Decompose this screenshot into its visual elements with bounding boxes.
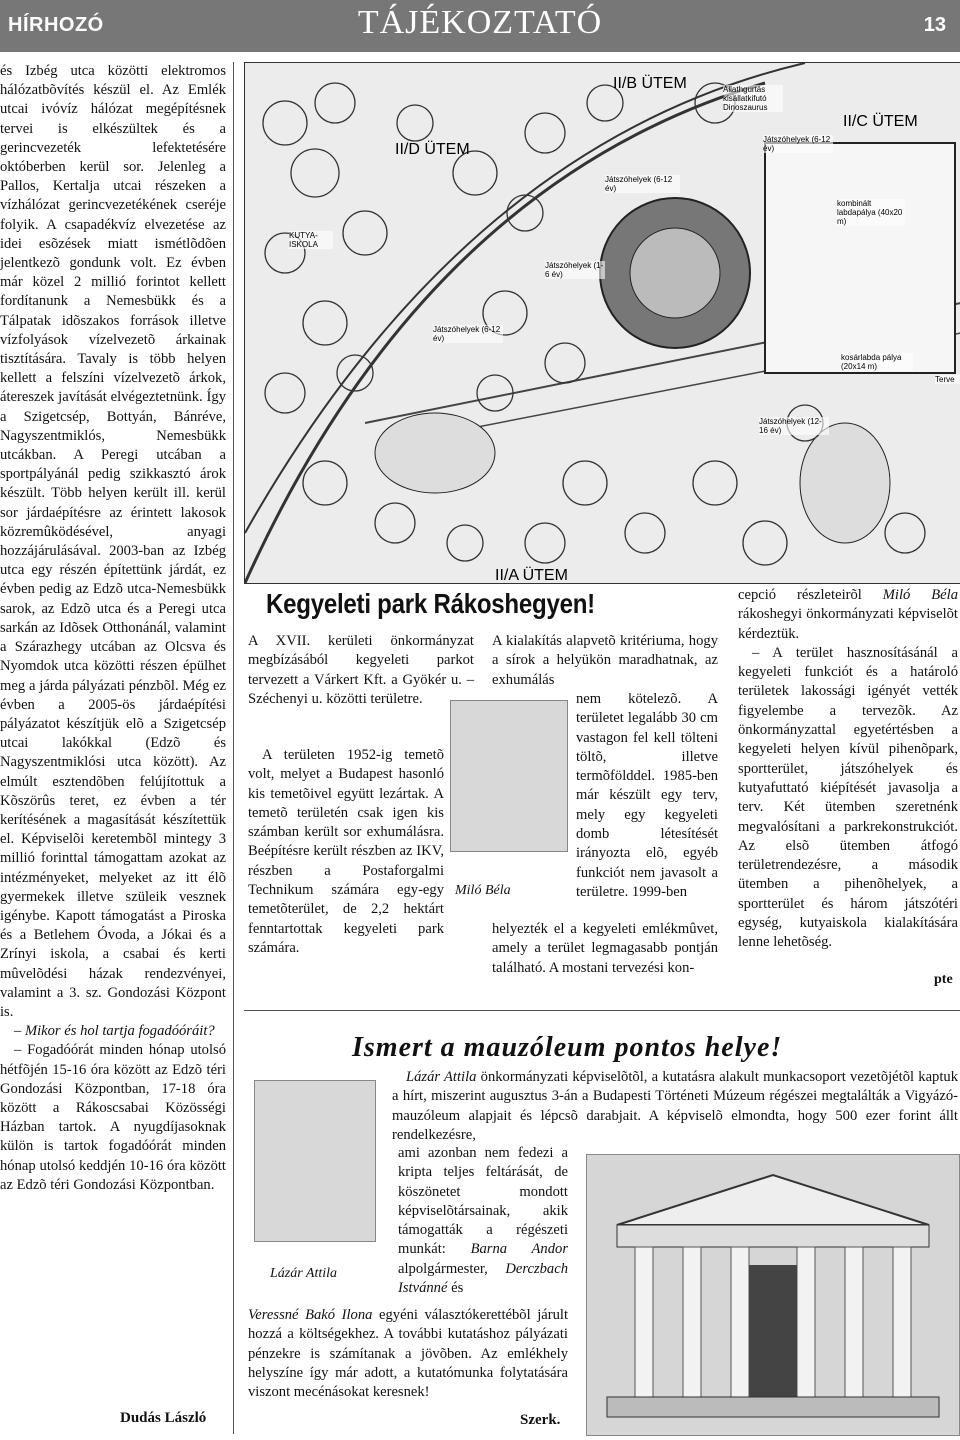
park-plan-map	[244, 62, 960, 584]
page-header	[0, 0, 960, 52]
map-label-playground-1-6: Játszóhelyek (1-6 év)	[545, 261, 604, 279]
map-label-combined-pitch: kombinált labdapálya (40x20 m)	[837, 199, 905, 226]
section-label: HÍRHOZÓ	[8, 14, 104, 36]
text-run: rákoshegyi önkormányzati képviselõt kérdeztük.	[738, 606, 958, 642]
map-label-dog-school: KUTYA-ISKOLA	[289, 231, 333, 249]
interview-question: – Mikor és hol tartja fogadóóráit?	[14, 1023, 215, 1040]
map-label-playground-6-12-c: Játszóhelyek (6-12 év)	[433, 325, 503, 343]
text-run: egyéni választókerettébõl járult hozzá a költségekhez. A további kutatáshoz pályázati pénzekre is számítanak a jövõben. Az emlékhely helyszíne így már adott, a kutatómunka folytatására viszont mecénásokat keresnek!	[248, 1307, 569, 1401]
article-col-1b	[248, 746, 444, 958]
map-label-playground-12-16: Játszóhelyek (12-16 év)	[759, 417, 829, 435]
article-headline: Kegyeleti park Rákoshegyen!	[266, 588, 595, 619]
map-label-phase-2d: II/D ÜTEM	[395, 141, 470, 158]
article2-bottom	[248, 1306, 568, 1402]
person-name: Miló Béla	[882, 587, 958, 603]
article2-side	[398, 1144, 568, 1298]
mausoleum-drawing	[587, 1155, 959, 1435]
article-body-2: – Fogadóórát minden hónap utolsó hétfõjén 15-16 óra között az Edzõ téri Gondozási Központban, 17-18 óra között a Rákoscsabai Közösségi Házban tartok. A nyugdíjasoknak külön is tartok fogadóórát minden hónap utolsó keddjén 10-16 óra között az Edzõ téri Gondozási Központban.	[0, 1042, 226, 1193]
article-col-2-side	[576, 690, 718, 902]
map-label-phase-2b: II/B ÜTEM	[613, 75, 687, 92]
article-lede: A XVII. kerületi önkormányzat megbízásából kegyeleti parkot tervezett a Várkert Kft. a Gyökér u. – Széchenyi u. közötti területre.	[248, 633, 474, 707]
person-name: Lázár Attila	[406, 1069, 477, 1085]
map-label-phase-2a: II/A ÜTEM	[495, 567, 568, 584]
article-body	[738, 586, 958, 644]
map-label-playground-6-12-b: Játszóhelyek (6-12 év)	[605, 175, 680, 193]
article-col-2-bottom	[492, 920, 718, 978]
page-number: 13	[923, 14, 946, 36]
article-headline: Ismert a mauzóleum pontos helye!	[352, 1032, 783, 1063]
text-run: alpolgármester,	[398, 1260, 506, 1277]
article-body: – A terület hasznosításánál a kegyeleti funkciót és a határoló területek lakossági igényét vették figyelembe a tervezõk. Az önkormányzattal egyetértésben a kegyeleti helyen kívül pihenõpark, sportterület, játszóhelyek és kutyafuttató kiépítését javasolja a terv. Két ütemben szeretnénk megvalósítani a parkrekonstrukciót. Az elsõ ütemben átfogó területrendezésre, a második ütemben a pihenõhelyek, a sportterület és három játszótéri egység, kutyaiskola kialakítására lenne lehetõség.	[738, 644, 958, 951]
photo-caption: Lázár Attila	[270, 1266, 338, 1281]
left-column-article	[0, 62, 226, 1195]
map-label-terve: Terve	[935, 375, 960, 384]
photo-caption: Miló Béla	[455, 883, 511, 898]
article-body: A kialakítás alapvetõ kritériuma, hogy a sírok a helyükön maradhatnak, az exhumálás	[492, 633, 718, 688]
page-title: TÁJÉKOZTATÓ	[357, 4, 603, 41]
map-label-animal-pen: Állathgurtás kisállatkifutó Dinoszaurus	[723, 85, 783, 112]
person-name: Veressné Bakó Ilona	[248, 1307, 373, 1323]
column-divider	[233, 62, 234, 1434]
text-run: önkormányzati képviselõtõl, a kutatásra alakult munkacsoport vezetõjétõl kaptuk a hírt, miszerint augusztus 3-án a Budapesti Történeti Múzeum régészei megtalálták a Vigyázó-mauzóleum alapjait és lépcsõ darabjait. A képviselõ elmondta, hogy 500 ezer forint állt rendelkezésre,	[392, 1069, 958, 1143]
map-label-playground-6-12-a: Játszóhelyek (6-12 év)	[763, 135, 833, 153]
article-body	[392, 1068, 958, 1145]
section-divider	[244, 1010, 960, 1011]
mausoleum-photo	[586, 1154, 960, 1436]
author-signature: pte	[934, 972, 953, 987]
article-body	[248, 1306, 568, 1402]
person-name: Barna Andor	[470, 1241, 568, 1258]
portrait-photo-milo-bela	[450, 700, 568, 852]
article-body: helyezték el a kegyeleti emlékmûvet, amely a terület legmagasabb pontján található. A mostani tervezési kon-	[492, 921, 718, 976]
article-col-3	[738, 586, 958, 953]
text-run: és	[447, 1280, 464, 1297]
article-body: nem kötelezõ. A területet legalább 30 cm vastagon fel kell tölteni töltõ, illetve termõfölddel. 1985-ben már készült egy terv, mely egy kegyeleti domb létesítését irányozta elõ, egyéb funkciót nem javasolt a területre. 1999-ben	[576, 691, 718, 900]
article-body-1: és Izbég utca közötti elektromos hálózatbõvítés készül el. Az Emlék utcai ivóvíz hálózat megépítésnek tervei is elkészültek és a gerincvezeték lefektetésére októberben kerül sor. Jelenleg a Pallos, Kertalja utcai részeken a vízhálózat gerincvezetékének cseréje folyik. A csapadékvíz elvezetése az idei esõzések miatt ismétlõdõen jelentkezõ gondunk volt. Ez évben már közel 2 millió forintot kellett fordítanunk a Nemesbükk és a Tálpatak idõszakos források illetve vízfolyások vízelvezetõ árkainak tisztítására. Tavaly is több helyen kellett a felszíni vízelvezetõ árkok, átereszek javítását elvégeztetnünk. Így a Szigetcsép, Bottyán, Bánréve, Nagyszentmiklós, Nemesbükk utcákban. A Peregi utcában a sportpályánál pedig szikkasztó árok készült. Több helyen került ill. kerül sor járdaépítésre az érintett lakosok közremûködésével, anyagi hozzájárulásával. 2003-ban az Izbég utca egy részén építettünk járdát, ez évben pedig az Edzõ utca-Nemesbükk sarok, az Edzõ utca és a Peregi utca sarkán az Idõsek Otthonánál, valamint a Szárazhegy utcában az Olcsva és Nyomdok utca közötti részen épülhet meg a járda pályázati pénzbõl. Még ez évben a 2005-ös járdaépítési pályázatot készítjük elõ a Szigetcsép utcai lakókkal (Edzõ és Nagyszentmiklósi utca között). Az elmúlt esztendõben felújítottuk a Kõszörûs teret, ez évben a tér kerítésének a magasítását készítettük el. Képviselõi keretembõl mintegy 3 millió forinttal támogattam azokat az intézményeket, melyeket az itt élõ gyermekek illetve szüleik vesznek igénybe. Kapott támogatást a Piroska és a Betlehem Óvoda, a Jókai és a Zrínyi iskola, a csabai és kerti mûvelõdési házak rendezvényei, valamint a 3. sz. Gondozási Központ is.	[0, 63, 226, 1020]
text-run: ami azonban nem fedezi a kripta teljes feltárását, de köszönetet mondott képviselõtársainak, akik támogatták a régészeti munkát:	[398, 1145, 568, 1258]
person-name: Derczbach Istvánné	[398, 1260, 568, 1297]
author-signature: Dudás László	[120, 1410, 207, 1426]
article-col-1a	[248, 632, 474, 709]
author-signature: Szerk.	[520, 1412, 561, 1428]
article-body	[398, 1144, 568, 1298]
text-run: cepció részleteirõl	[738, 587, 883, 603]
map-label-phase-2c: II/C ÜTEM	[843, 113, 918, 130]
map-drawing	[245, 63, 960, 583]
portrait-photo-lazar-attila	[254, 1080, 376, 1242]
article-col-2-top	[492, 632, 718, 690]
map-label-basketball-court: kosárlabda pálya (20x14 m)	[841, 353, 913, 371]
article-body: A területen 1952-ig temetõ volt, melyet a Budapest hasonló kis temetõivel együtt lezártak. A temetõ területén csak igen kis számban került sor exhumálásra. Beépítésre került részben az IKV, részben a Postaforgalmi Technikum számára egy-egy temetõterület, de 2,2 hektárt fenntartottak kegyeleti park számára.	[248, 747, 444, 956]
article2-intro	[392, 1068, 958, 1145]
